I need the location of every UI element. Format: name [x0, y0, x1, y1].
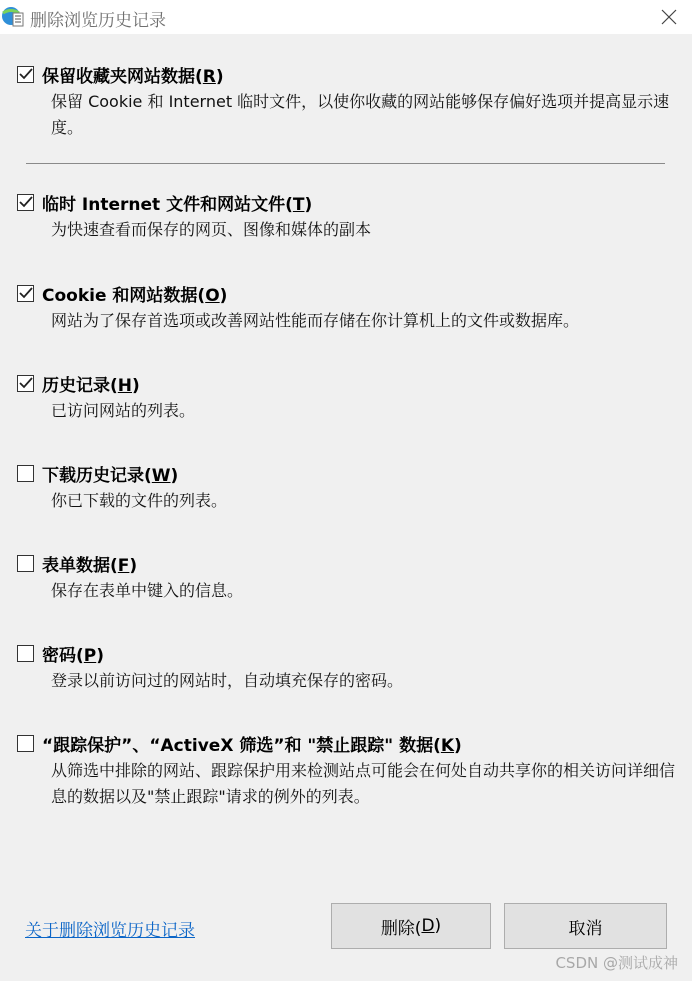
option-label[interactable]: 密码(P): [42, 645, 105, 666]
option-download-history: [17, 461, 689, 514]
option-label[interactable]: “跟踪保护”、“ActiveX 筛选”和 "禁止跟踪" 数据(K): [42, 735, 462, 756]
checkbox[interactable]: [17, 66, 34, 83]
checkmark-icon: [17, 284, 35, 302]
option-form-data: [17, 551, 689, 604]
option-label[interactable]: 下载历史记录(W): [42, 465, 179, 486]
option-temp-internet-files: [17, 190, 689, 243]
option-description: 已访问网站的列表。: [51, 401, 196, 420]
checkmark-icon: [17, 65, 35, 83]
separator: [26, 163, 665, 164]
close-icon: [661, 9, 677, 25]
checkbox[interactable]: [17, 375, 34, 392]
option-description: 为快速查看而保存的网页、图像和媒体的副本: [51, 220, 372, 239]
option-preserve-favorites: [17, 62, 689, 141]
option-label[interactable]: 保留收藏夹网站数据(R): [42, 66, 224, 87]
close-button[interactable]: [646, 0, 692, 34]
option-label[interactable]: 历史记录(H): [42, 375, 140, 396]
checkbox[interactable]: [17, 735, 34, 752]
option-label[interactable]: Cookie 和网站数据(O): [42, 285, 228, 306]
option-cookies: [17, 281, 689, 334]
checkbox[interactable]: [17, 465, 34, 482]
cancel-button[interactable]: 取消: [504, 903, 667, 949]
checkmark-icon: [17, 193, 35, 211]
window-title: 删除浏览历史记录: [30, 11, 166, 31]
option-label[interactable]: 临时 Internet 文件和网站文件(T): [42, 194, 313, 215]
option-description: 登录以前访问过的网站时，自动填充保存的密码。: [51, 671, 404, 690]
option-description: 保存在表单中键入的信息。: [51, 581, 244, 600]
delete-button[interactable]: 删除( D ): [331, 903, 491, 949]
option-description: 网站为了保存首选项或改善网站性能而存储在你计算机上的文件或数据库。: [51, 311, 580, 330]
watermark: CSDN @测试成神: [555, 954, 678, 972]
option-label[interactable]: 表单数据(F): [42, 555, 138, 576]
checkbox[interactable]: [17, 194, 34, 211]
internet-explorer-icon: [0, 4, 24, 28]
checkbox[interactable]: [17, 645, 34, 662]
option-history: [17, 371, 689, 424]
option-tracking-protection: [17, 731, 689, 810]
checkbox[interactable]: [17, 285, 34, 302]
option-description: 从筛选中排除的网站、跟踪保护用来检测站点可能会在何处自动共享你的相关访问详细信息的数据以及"禁止跟踪"请求的例外的列表。: [51, 761, 676, 806]
option-description: 保留 Cookie 和 Internet 临时文件，以使你收藏的网站能够保存偏好选项并提高显示速度。: [51, 92, 670, 137]
title-bar: [0, 0, 692, 34]
about-deleting-history-link[interactable]: 关于删除浏览历史记录: [25, 921, 195, 941]
checkmark-icon: [17, 374, 35, 392]
checkbox[interactable]: [17, 555, 34, 572]
option-description: 你已下载的文件的列表。: [51, 491, 228, 510]
option-passwords: [17, 641, 689, 694]
